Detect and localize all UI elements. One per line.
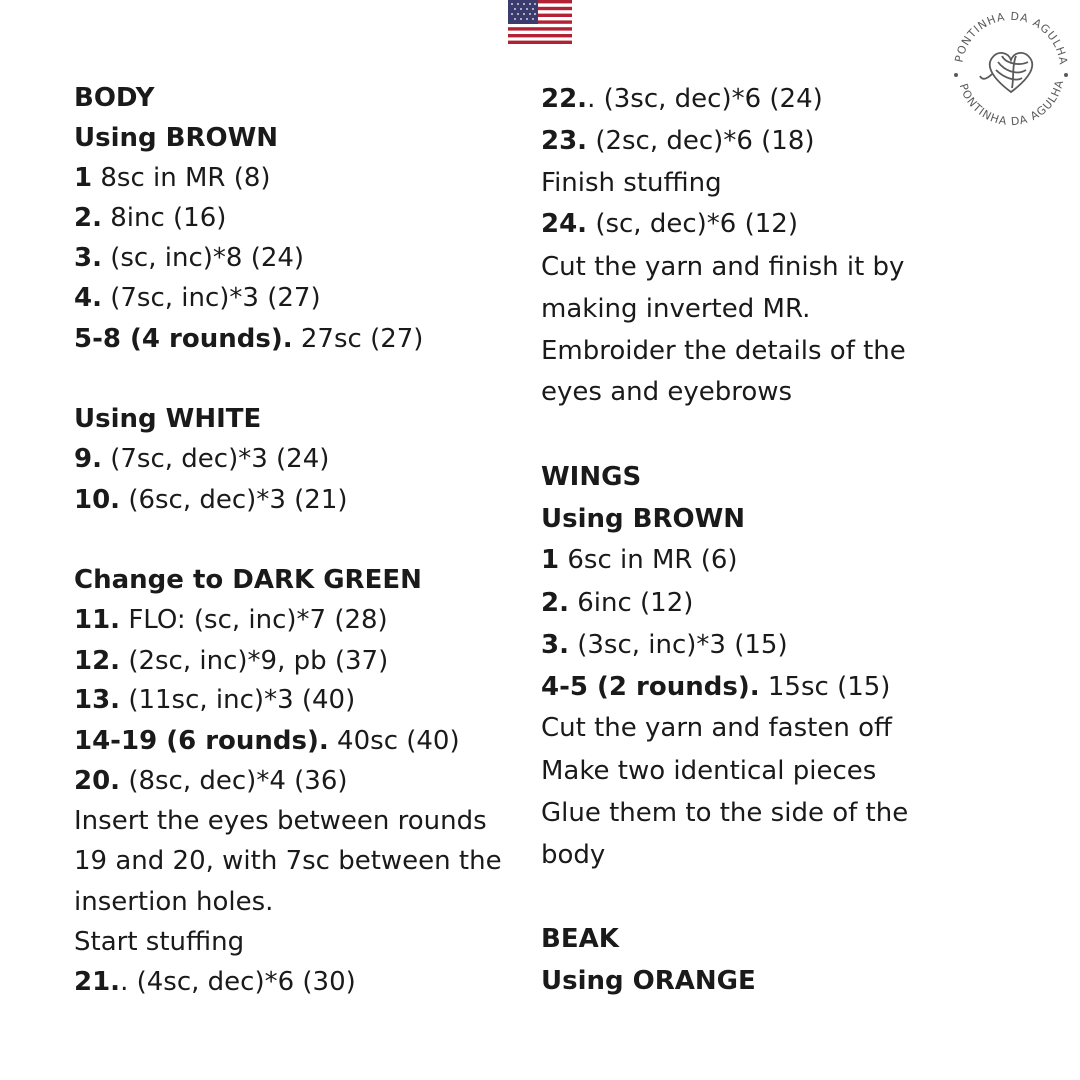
round-2: 2. 6inc (12) bbox=[541, 588, 694, 618]
instruction-text: Glue them to the side of the bbox=[541, 798, 909, 828]
round-3: 3. (3sc, inc)*3 (15) bbox=[541, 630, 788, 660]
round-9: 9. (7sc, dec)*3 (24) bbox=[74, 444, 330, 474]
round-13: 13. (11sc, inc)*3 (40) bbox=[74, 685, 356, 715]
round-22: 22.. (3sc, dec)*6 (24) bbox=[541, 84, 823, 114]
logo-ring-text-bottom: PONTINHA DA AGULHA bbox=[956, 78, 1067, 129]
instruction-text: Insert the eyes between rounds bbox=[74, 806, 487, 836]
pontinha-da-agulha-logo bbox=[942, 0, 1080, 138]
round-1: 1 6sc in MR (6) bbox=[541, 545, 738, 575]
instruction-text: Cut the yarn and fasten off bbox=[541, 713, 892, 743]
instruction-text: insertion holes. bbox=[74, 887, 274, 917]
round-3: 3. (sc, inc)*8 (24) bbox=[74, 243, 305, 273]
color-instruction: Using ORANGE bbox=[541, 966, 756, 996]
round-14-19: 14-19 (6 rounds). 40sc (40) bbox=[74, 726, 460, 756]
color-instruction: Using BROWN bbox=[74, 123, 279, 153]
round-21: 21.. (4sc, dec)*6 (30) bbox=[74, 967, 356, 997]
instruction-text: Embroider the details of the bbox=[541, 336, 906, 366]
instruction-text: Make two identical pieces bbox=[541, 756, 877, 786]
us-flag-icon bbox=[508, 0, 572, 44]
round-24: 24. (sc, dec)*6 (12) bbox=[541, 209, 798, 239]
round-4-5: 4-5 (2 rounds). 15sc (15) bbox=[541, 672, 891, 702]
color-instruction: Using WHITE bbox=[74, 404, 262, 434]
round-10: 10. (6sc, dec)*3 (21) bbox=[74, 485, 348, 515]
instruction-text: eyes and eyebrows bbox=[541, 377, 793, 407]
instruction-text: making inverted MR. bbox=[541, 294, 811, 324]
yarn-heart-icon bbox=[980, 53, 1032, 92]
round-4: 4. (7sc, inc)*3 (27) bbox=[74, 283, 321, 313]
logo-ring-text-top: PONTINHA DA AGULHA bbox=[952, 9, 1070, 67]
instruction-text: Finish stuffing bbox=[541, 168, 722, 198]
section-heading-beak: BEAK bbox=[541, 924, 619, 954]
round-23: 23. (2sc, dec)*6 (18) bbox=[541, 126, 815, 156]
instruction-text: 19 and 20, with 7sc between the bbox=[74, 846, 502, 876]
color-instruction: Using BROWN bbox=[541, 504, 746, 534]
instruction-text: body bbox=[541, 840, 606, 870]
round-5-8: 5-8 (4 rounds). 27sc (27) bbox=[74, 324, 424, 354]
round-20: 20. (8sc, dec)*4 (36) bbox=[74, 766, 348, 796]
round-12: 12. (2sc, inc)*9, pb (37) bbox=[74, 646, 389, 676]
section-heading-body: BODY bbox=[74, 83, 155, 113]
instruction-text: Cut the yarn and finish it by bbox=[541, 252, 905, 282]
instruction-text: Start stuffing bbox=[74, 927, 245, 957]
round-11: 11. FLO: (sc, inc)*7 (28) bbox=[74, 605, 388, 635]
round-2: 2. 8inc (16) bbox=[74, 203, 227, 233]
section-heading-wings: WINGS bbox=[541, 462, 642, 492]
color-instruction: Change to DARK GREEN bbox=[74, 565, 422, 595]
round-1: 1 8sc in MR (8) bbox=[74, 163, 271, 193]
